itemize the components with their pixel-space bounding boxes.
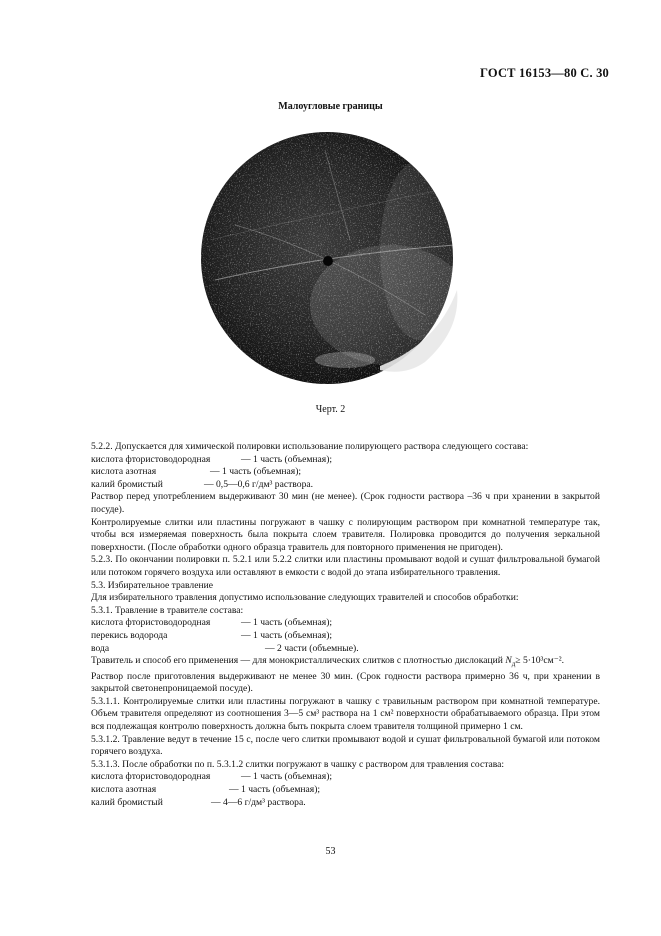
etched-wafer-micrograph	[175, 130, 480, 390]
section-5-3-1-3: 5.3.1.3. После обработки по п. 5.3.1.2 слитки погружают в чашку с раствором для травления состава:	[91, 758, 505, 770]
component-name: вода	[91, 642, 110, 654]
composition-row	[91, 466, 600, 479]
composition-row	[91, 643, 600, 656]
composition-row	[91, 771, 600, 784]
page-header: ГОСТ 16153—80 С. 30	[480, 66, 609, 80]
component-name: кислота азотная	[91, 783, 157, 795]
figure-title: Малоугловые границы	[278, 101, 383, 112]
component-amount: — 1 часть (объемная);	[229, 783, 321, 795]
composition-row	[91, 479, 600, 492]
component-amount: — 1 часть (объемная);	[241, 629, 333, 641]
section-5-3-intro: Для избирательного травления допустимо использование следующих травителей и способов обработки:	[91, 592, 519, 604]
composition-row	[91, 630, 600, 643]
page-number: 53	[325, 846, 336, 857]
dislocation-threshold: ≥ 5·10³см⁻².	[515, 655, 565, 667]
section-5-3-1-1: 5.3.1.1. Контролируемые слитки или пластины погружают в чашку с травильным раствором при комнатной температуре. Объем травителя определяют из соотношения 3—5 см³ раствора на 1 см² поверхности обрабатываемого образца. При этом вся подлежащая контролю поверхность должна быть покрыта слоем травителя толщиной примерно 1 см.	[91, 695, 600, 732]
section-5-2-2-p2: Контролируемые слитки или пластины погружают в чашку с полирующим раствором при комнатной температуре так, чтобы вся измеряемая поверхность была покрыта слоем травителя. Полировка проводится до получения зеркальной поверхности. (После обработки одного образца травитель для повторного применения не пригоден).	[91, 516, 600, 553]
center-pit	[323, 256, 333, 266]
section-5-3-1: 5.3.1. Травление в травителе состава:	[91, 604, 244, 616]
composition-row	[91, 797, 600, 810]
component-amount: — 1 часть (объемная);	[241, 771, 333, 783]
section-5-3-1-ready: Раствор после приготовления выдерживают не менее 30 мин. (Срок годности раствора примерно 36 ч, при хранении в закрытой светонепроницаемой посуде).	[91, 670, 600, 695]
component-name: калий бромистый	[91, 796, 163, 808]
component-amount: — 1 часть (объемная);	[210, 466, 302, 478]
section-5-3-title: 5.3. Избирательное травление	[91, 579, 213, 591]
component-name: кислота азотная	[91, 466, 157, 478]
component-amount: — 2 части (объемные).	[265, 642, 359, 654]
component-name: кислота фтористоводородная	[91, 617, 211, 629]
dislocation-subscript: д	[511, 660, 516, 668]
component-amount: — 1 часть (объемная);	[241, 453, 333, 465]
composition-row	[91, 454, 600, 467]
component-amount: — 4—6 г/дм³ раствора.	[211, 796, 306, 808]
composition-row	[91, 784, 600, 797]
component-amount: — 1 часть (объемная);	[241, 617, 333, 629]
figure-caption: Черт. 2	[315, 404, 346, 415]
component-amount: — 0,5—0,6 г/дм³ раствора.	[204, 478, 314, 490]
section-5-3-1-2: 5.3.1.2. Травление ведут в течение 15 с, после чего слитки промывают водой и сушат фильтровальной бумагой или потоком горячего воздуха.	[91, 733, 600, 758]
document-body	[91, 441, 600, 809]
component-name: кислота фтористоводородная	[91, 771, 211, 783]
section-5-2-2-intro: 5.2.2. Допускается для химической полировки использование полирующего раствора следующего состава:	[91, 441, 529, 452]
section-5-2-3: 5.2.3. По окончании полировки п. 5.2.1 или 5.2.2 слитки или пластины промывают водой и сушат фильтровальной бумагой или потоком горячего воздуха или оставляют в емкости с водой до этапа избирательного травления.	[91, 554, 600, 578]
component-name: калий бромистый	[91, 478, 163, 490]
dislocation-symbol: N	[505, 655, 512, 667]
usage-text: Травитель и способ его применения — для монокристаллических слитков с плотностью дислокаций	[91, 655, 506, 667]
section-5-2-2-p1: Раствор перед употреблением выдерживают 30 мин (не менее). (Срок годности раствора –36 ч при хранении в закрытой посуде).	[91, 491, 600, 515]
component-name: перекись водорода	[91, 629, 168, 641]
component-name: кислота фтористоводородная	[91, 453, 211, 465]
section-5-3-1-usage	[91, 655, 600, 671]
composition-row	[91, 617, 600, 630]
